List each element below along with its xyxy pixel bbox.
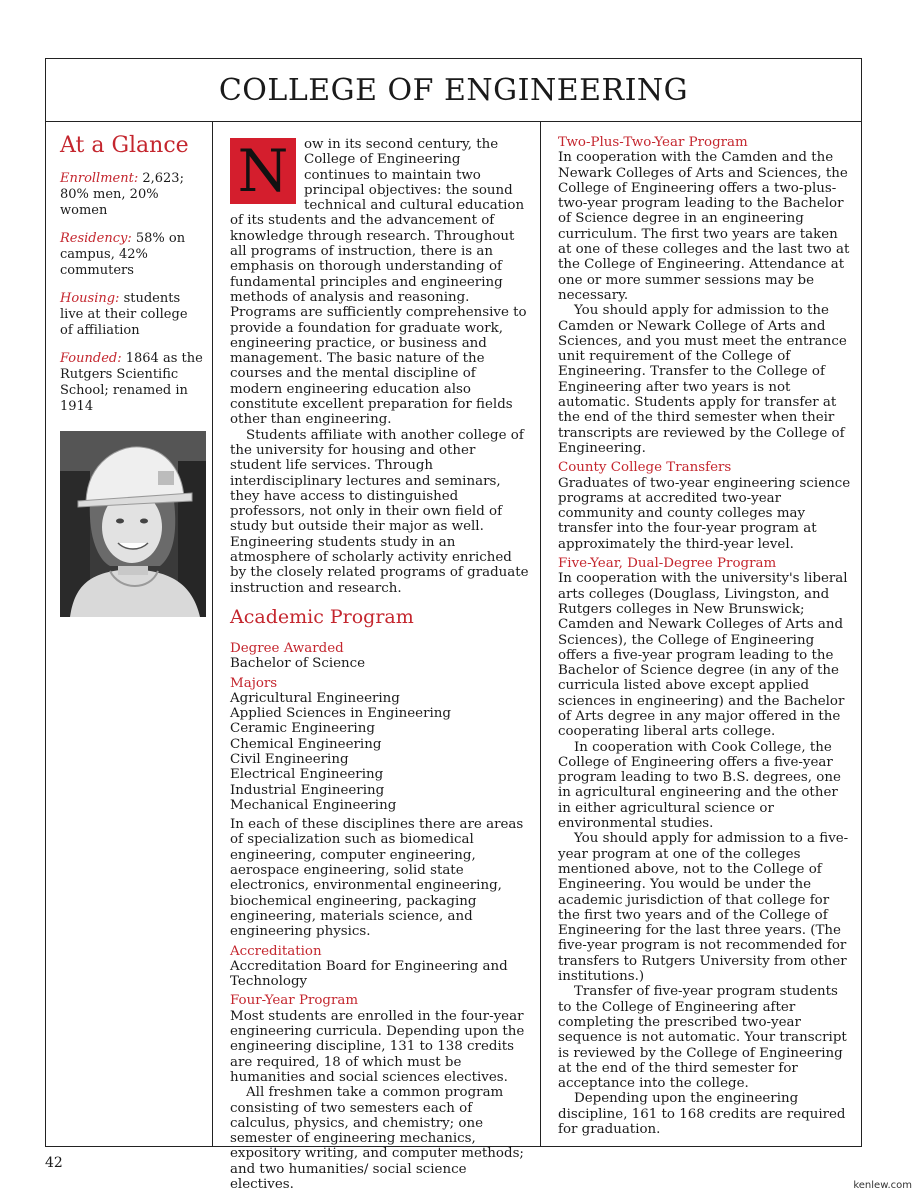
major-item: Applied Sciences in Engineering xyxy=(230,706,451,722)
residency-fact: Residency: 58% on campus, 42% commuters xyxy=(60,231,186,278)
founded-fact: Founded: 1864 as the Rutgers Scientific School; renamed in 1914 xyxy=(60,351,203,414)
at-a-glance-column xyxy=(46,121,212,1146)
major-item: Agricultural Engineering xyxy=(230,690,400,706)
two-plus-two-paragraph-2: You should apply for admission to the Camden or Newark College of Arts and Sciences, and you must meet the entrance unit requirement of the College of Engineering. Transfer to the College of Engineering after two years is not automatic. Students apply for transfer at the end of the third semester when their transcripts are reviewed by the College of Engineering. xyxy=(558,303,847,456)
dual-degree-paragraph-1: In cooperation with the university's liberal arts colleges (Douglass, Livingston, and Rutgers colleges in New Brunswick; Camden and Newark Colleges of Arts and Sciences), the College of Engineering offers a five-year program leading to the Bachelor of Science degree (in any of the curricula listed above except applied sciences in engineering) and the Bachelor of Arts degree in any major offered in the cooperating liberal arts college. xyxy=(558,571,848,740)
major-item: Ceramic Engineering xyxy=(230,721,375,737)
four-year-paragraph-1: Most students are enrolled in the four-year engineering curricula. Depending upon the engineering discipline, 131 to 138 credits are required, 18 of which must be humanities and social sciences electives. xyxy=(230,1008,525,1085)
four-year-program-heading: Four-Year Program xyxy=(230,993,359,1009)
accreditation-text: Accreditation Board for Engineering and Technology xyxy=(230,958,508,990)
at-a-glance-heading: At a Glance xyxy=(60,133,189,158)
academic-program-heading: Academic Program xyxy=(230,605,414,628)
intro-paragraph-2: Students affiliate with another college of the university for housing and other student life services. Through interdisciplinary lectures and seminars, they have access to distinguished professors, not only in their own field of study but outside their major as well. Engineering students study in an atmosphere of scholarly activity enriched by the closely related programs of graduate instruction and research. xyxy=(230,427,529,596)
housing-fact: Housing: students live at their college of affiliation xyxy=(60,291,188,338)
dual-degree-paragraph-2: In cooperation with Cook College, the College of Engineering offers a five-year program leading to two B.S. degrees, one in agricultural engineering and the other in either agricultural science or environmental studies. xyxy=(558,739,841,832)
enrollment-fact: Enrollment: 2,623; 80% men, 20% women xyxy=(60,171,184,218)
major-item: Electrical Engineering xyxy=(230,767,384,783)
dual-degree-heading: Five-Year, Dual-Degree Program xyxy=(558,556,777,572)
major-item: Civil Engineering xyxy=(230,751,349,767)
dual-degree-paragraph-5: Depending upon the engineering discipline, 161 to 168 credits are required for graduation. xyxy=(558,1091,846,1137)
page-number: 42 xyxy=(45,1155,63,1171)
county-college-heading: County College Transfers xyxy=(558,460,732,476)
county-college-paragraph: Graduates of two-year engineering science programs at accredited two-year community and county colleges may transfer into the four-year program at approximately the third-year level. xyxy=(558,475,851,552)
majors-note: In each of these disciplines there are areas of specialization such as biomedical engineering, computer engineering, aerospace engineering, solid state electronics, environmental engineering, biochemical engineering, packaging engineering, materials science, and engineering physics. xyxy=(230,817,524,940)
right-text-column xyxy=(541,121,861,1146)
major-item: Industrial Engineering xyxy=(230,782,385,798)
degree-awarded: Bachelor of Science xyxy=(230,656,366,672)
major-item: Mechanical Engineering xyxy=(230,797,397,813)
majors-heading: Majors xyxy=(230,675,278,691)
title-bar xyxy=(46,59,861,122)
degree-awarded-heading: Degree Awarded xyxy=(230,640,344,656)
drop-cap: N xyxy=(230,138,296,204)
page-frame xyxy=(45,58,862,1192)
dual-degree-paragraph-3: You should apply for admission to a five-year program at one of the colleges mentioned above, not to the College of Engineering. You would be under the academic jurisdiction of that college for the first two years and of the College of Engineering for the last three years. (The five-year program is not recommended for transfers to Rutgers University from other institutions.) xyxy=(558,831,849,985)
major-item: Chemical Engineering xyxy=(230,736,382,752)
majors-list xyxy=(230,691,530,813)
four-year-paragraph-2: All freshmen take a common program consisting of two semesters each of calculus, physics, and chemistry; one semester of engineering mechanics, expository writing, and computer methods; and two humanities/ social science electives. xyxy=(230,1085,524,1192)
two-plus-two-paragraph-1: In cooperation with the Camden and the Newark Colleges of Arts and Sciences, the College of Engineering offers a two-plus-two-year program leading to the Bachelor of Science degree in an engineering curriculum. The first two years are taken at one of these colleges and the last two at the College of Engineering. Attendance at one or more summer sessions may be necessary. xyxy=(558,150,850,303)
accreditation-heading: Accreditation xyxy=(230,943,322,959)
dual-degree-paragraph-4: Transfer of five-year program students to the College of Engineering after completing the prescribed two-year sequence is not automatic. Your transcript is reviewed by the College of Engineering at the end of the third semester for acceptance into the college. xyxy=(558,984,847,1092)
watermark: kenlew.com xyxy=(853,1180,912,1191)
intro-paragraph: N ow in its second century, the College of Engineering continues to maintain two principal objectives: the sound technical and cultural education of its students and the advancement of knowledge through research. Throughout all programs of instruction, there is an emphasis on thorough understanding of fundamental principles and engineering methods of analysis and reasoning. Programs are sufficiently comprehensive to provide a foundation for graduate work, engineering practice, or business and management. The basic nature of the courses and the mental discipline of modern engineering education also constitute excellent preparation for fields other than engineering. xyxy=(230,137,527,428)
page-title: COLLEGE OF ENGINEERING xyxy=(218,72,689,108)
two-plus-two-heading: Two-Plus-Two-Year Program xyxy=(558,135,748,150)
main-text-column xyxy=(213,121,540,1192)
student-photo xyxy=(60,431,206,617)
